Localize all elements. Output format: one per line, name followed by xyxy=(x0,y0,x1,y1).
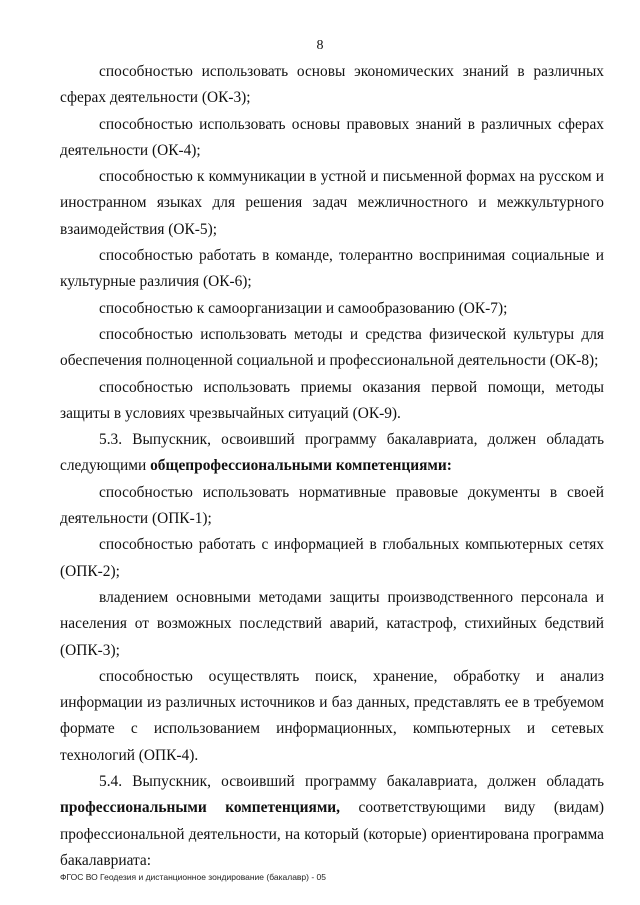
section-5-4-text: 5.4. Выпускник, освоивший программу бакалавриата, должен обладать xyxy=(99,773,604,791)
paragraph-section-5-3 xyxy=(60,427,604,480)
page-footer: ФГОС ВО Геодезия и дистанционное зондирование (бакалавр) - 05 xyxy=(60,872,327,882)
section-5-3-bold-term: общепрофессиональными компетенциями: xyxy=(150,457,452,475)
page-number: 8 xyxy=(316,38,324,53)
paragraph-opk-2: способностью работать с информацией в глобальных компьютерных сетях (ОПК-2); xyxy=(60,536,604,580)
section-5-4-bold-term: профессиональными компетенциями, xyxy=(60,799,341,817)
section-5-3-text: 5.3. Выпускник, освоивший программу бакалавриата, должен обладать следующими xyxy=(60,431,604,475)
document-body xyxy=(60,59,604,874)
paragraph-section-5-4 xyxy=(60,769,604,874)
paragraph-opk-4: способностью осуществлять поиск, хранение, обработку и анализ информации из различных источников и баз данных, представлять ее в требуемом формате с использованием информационных, компьютерных и сетевых технологий (ОПК-4). xyxy=(60,667,604,764)
paragraph-ok-6: способностью работать в команде, толерантно воспринимая социальные и культурные различия (ОК-6); xyxy=(60,247,604,291)
paragraph-ok-4: способностью использовать основы правовых знаний в различных сферах деятельности (ОК-4); xyxy=(60,115,604,159)
paragraph-opk-1: способностью использовать нормативные правовые документы в своей деятельности (ОПК-1); xyxy=(60,483,604,528)
paragraph-opk-3: владением основными методами защиты производственного персонала и населения от возможных последствий аварий, катастроф, стихийных бедствий (ОПК-3); xyxy=(60,588,604,659)
paragraph-ok-9: способностью использовать приемы оказания первой помощи, методы защиты в условиях чрезвычайных ситуаций (ОК-9). xyxy=(60,378,604,422)
paragraph-ok-8: способностью использовать методы и средства физической культуры для обеспечения полноценной социальной и профессиональной деятельности (ОК-8); xyxy=(60,325,604,370)
paragraph-ok-7: способностью к самоорганизации и самообразованию (ОК-7); xyxy=(99,299,508,317)
paragraph-ok-5: способностью к коммуникации в устной и письменной формах на русском и иностранном языках для решения задач межличностного и межкультурного взаимодействия (ОК-5); xyxy=(60,168,604,238)
paragraph-ok-3: способностью использовать основы экономических знаний в различных сферах деятельности (ОК-3); xyxy=(60,63,604,107)
section-5-4-tail: соответствующими виду (видам) профессиональной деятельности, на который (которые) ориентирована программа бакалавриата: xyxy=(60,799,604,869)
